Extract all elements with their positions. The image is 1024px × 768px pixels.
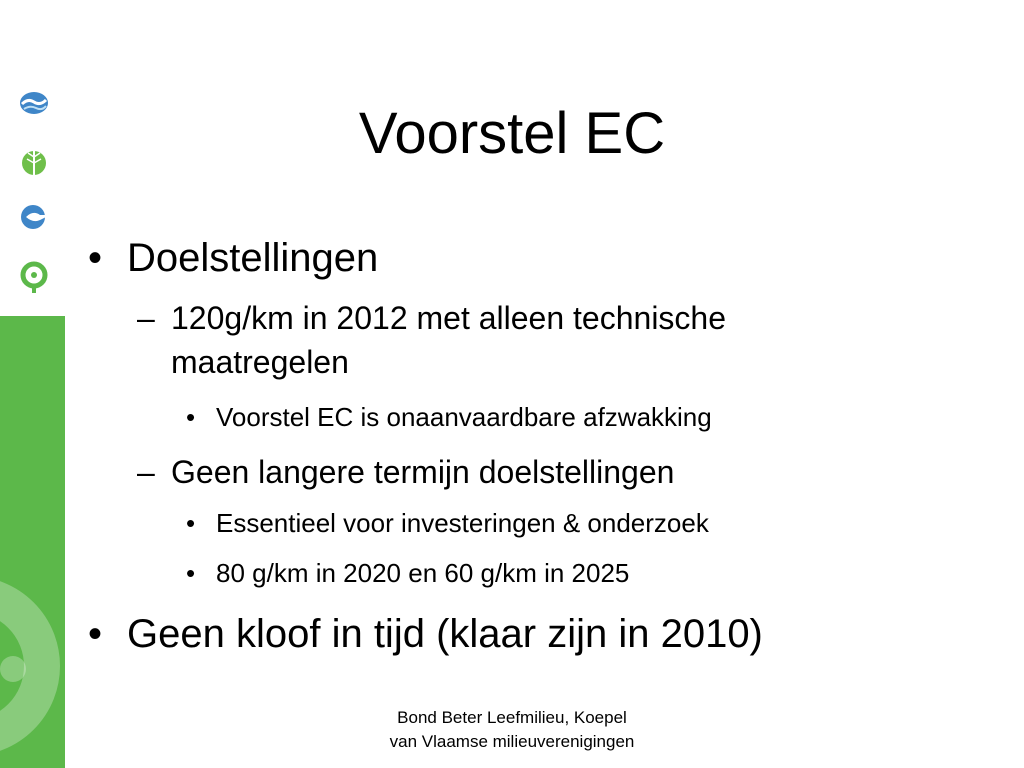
bullet-level2-item [137,296,877,384]
bullet-text: Essentieel voor investeringen & onderzoek [216,508,709,538]
footer-line-2: van Vlaamse milieuverenigingen [389,732,635,751]
bullet-text: Voorstel EC is onaanvaardbare afzwakking [216,402,712,432]
bullet-marker: • [186,508,196,538]
bullet-text: 80 g/km in 2020 en 60 g/km in 2025 [216,558,630,588]
bullet-text: 120g/km in 2012 met alleen technische maatregelen [171,300,727,380]
bullet-text: Geen kloof in tijd (klaar zijn in 2010) [127,612,763,656]
dash-marker: – [137,300,155,336]
bullet-marker: • [88,612,103,656]
bullet-text: Doelstellingen [127,236,379,280]
bullet-level2-item [137,450,877,494]
bullet-marker: • [186,402,196,432]
slide-title: Voorstel EC [358,101,666,166]
bullet-marker: • [186,558,196,588]
slide-footer [300,706,724,754]
bullet-text: Geen langere termijn doelstellingen [171,454,675,490]
bullet-marker: • [88,236,103,280]
footer-line-1: Bond Beter Leefmilieu, Koepel [397,708,627,727]
dash-marker: – [137,454,155,490]
